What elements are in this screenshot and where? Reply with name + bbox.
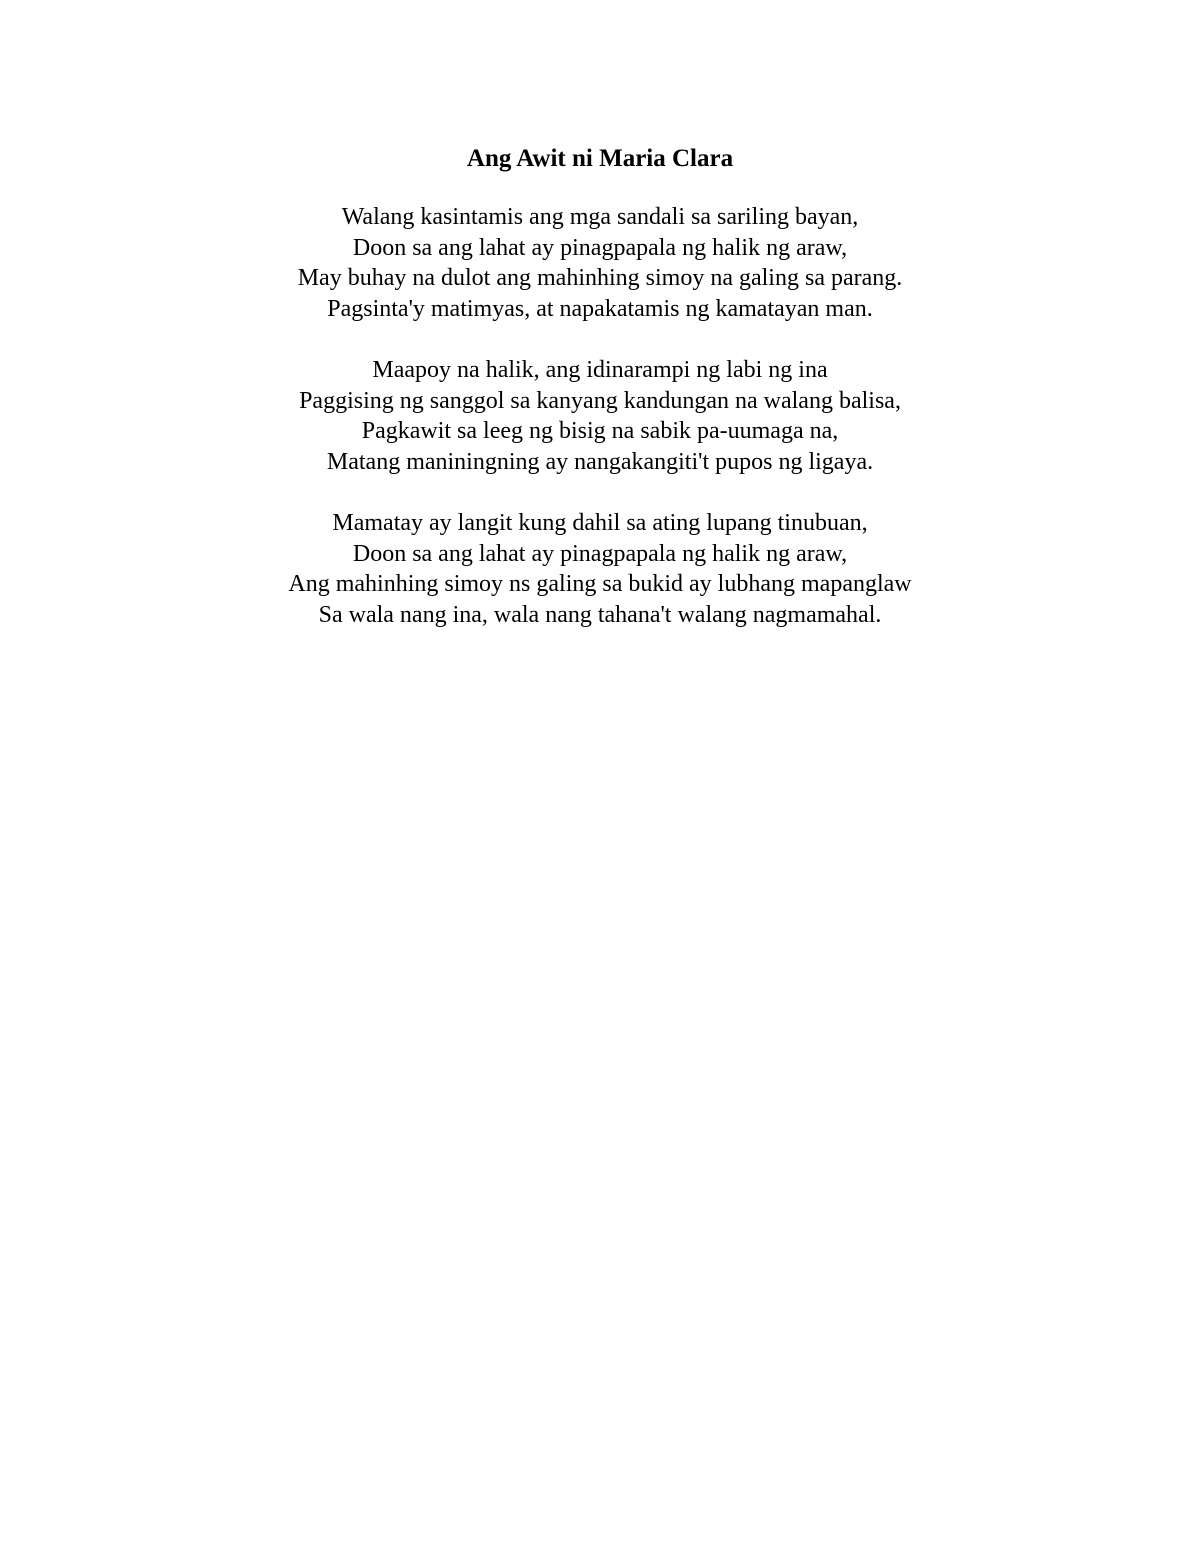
poem-line: Doon sa ang lahat ay pinagpapala ng halik ng araw, bbox=[352, 234, 848, 261]
poem-line: Mamatay ay langit kung dahil sa ating lupang tinubuan, bbox=[332, 510, 868, 536]
stanza-2 bbox=[0, 355, 1200, 477]
poem-line: Walang kasintamis ang mga sandali sa sariling bayan, bbox=[341, 204, 859, 230]
poem-line: Matang maniningning ay nangakangiti't pupos ng ligaya. bbox=[326, 448, 874, 475]
poem-line: Pagsinta'y matimyas, at napakatamis ng kamatayan man. bbox=[327, 295, 873, 322]
poem-line: Pagkawit sa leeg ng bisig na sabik pa-uumaga na, bbox=[361, 418, 839, 445]
poem-line: Maapoy na halik, ang idinarampi ng labi ng ina bbox=[372, 357, 828, 383]
poem-title: Ang Awit ni Maria Clara bbox=[466, 145, 734, 172]
poem-line: Paggising ng sanggol sa kanyang kandungan na walang balisa, bbox=[299, 387, 901, 414]
poem-line: Sa wala nang ina, wala nang tahana't walang nagmamahal. bbox=[318, 601, 882, 628]
poem-line: Doon sa ang lahat ay pinagpapala ng halik ng araw, bbox=[352, 540, 848, 567]
poem-line: Ang mahinhing simoy ns galing sa bukid ay lubhang mapanglaw bbox=[288, 571, 912, 598]
stanza-1 bbox=[0, 202, 1200, 324]
stanza-3 bbox=[0, 508, 1200, 630]
poem-line: May buhay na dulot ang mahinhing simoy na galing sa parang. bbox=[297, 265, 903, 292]
